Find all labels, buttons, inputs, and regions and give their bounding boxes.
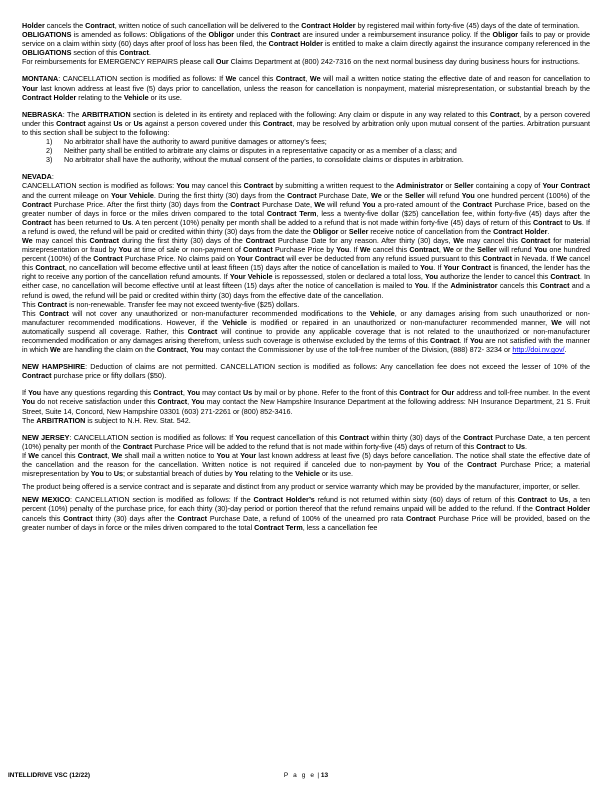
bold-term: Us: [133, 118, 143, 128]
bold-term: Contract: [339, 432, 369, 442]
list-item: [46, 155, 590, 164]
text-run: may contact the New Hampshire Insurance Department at the following address: NH Insurance Department, 21 S. Fruit Street, Suite 14, Concord, New Hampshire 03301 (603) 271-2261 or (800) 852-3416.: [22, 397, 590, 416]
bold-term: Contract: [550, 272, 580, 282]
state-heading: NEVADA: [22, 172, 52, 182]
bold-term: You: [176, 181, 190, 191]
text-run: This: [22, 308, 40, 318]
text-run: section is deleted in its entirety and replaced with the following: Any claim or dispute in any way related to this: [130, 109, 490, 119]
text-run: against a person covered under this: [142, 118, 263, 128]
bold-term: Contract: [539, 281, 570, 291]
document-code: INTELLIDRIVE VSC (12/22): [8, 772, 90, 779]
text-run: at time of sale or non-payment of: [131, 245, 244, 255]
text-run: cancel this: [236, 74, 276, 84]
bold-term: Contract: [119, 48, 149, 58]
bold-term: Contract Holder’s: [253, 495, 315, 505]
nevada-non-renewable-paragraph: [22, 300, 590, 309]
bold-term: Administrator: [396, 181, 444, 191]
text-run: is non-renewable. Transfer fee may not exceed twenty-five ($25) dollars.: [67, 299, 300, 309]
text-run: Purchase Price by: [272, 245, 337, 255]
section-montana: [22, 74, 590, 101]
text-run: The product being offered is a service contract and is separate and distinct from any product or service warranty which may be provided by the manufacturer, importer, or seller.: [22, 482, 580, 492]
text-run: refund is not returned within sixty (60) days of return of this: [314, 495, 518, 505]
bold-term: ARBITRATION: [36, 415, 86, 425]
bold-term: We: [309, 74, 321, 84]
nevada-heading: [22, 172, 590, 181]
bold-term: Contract: [476, 441, 506, 451]
bold-term: Your Vehicle: [110, 190, 154, 200]
nevada-our-cancellation-paragraph: [22, 236, 590, 300]
bold-term: You: [216, 450, 230, 460]
text-run: ,: [107, 450, 112, 460]
text-run: against: [85, 118, 114, 128]
bold-term: Contract: [532, 217, 563, 227]
bold-term: Contract: [230, 199, 260, 209]
bold-term: You: [234, 469, 248, 479]
text-run: do not receive satisfaction under this: [35, 397, 158, 407]
bold-term: Contract: [462, 199, 493, 209]
bold-term: Contract: [270, 30, 301, 40]
bold-term: You: [469, 336, 483, 345]
text-run: will not automatically suspend all coverage. Rather, this: [22, 317, 590, 336]
bold-term: We: [556, 254, 568, 264]
text-run: one hundred percent (100%) of the: [474, 190, 591, 200]
list-item: [46, 137, 590, 146]
bold-term: Seller: [477, 245, 497, 255]
text-run: ; or substantial breach of duties by: [122, 469, 235, 479]
bold-term: Your Contract: [236, 254, 285, 264]
bold-term: Contract: [157, 397, 188, 407]
bold-term: Contract: [93, 254, 123, 264]
text-run: : CANCELLATION section is modified as follows: If: [69, 432, 236, 442]
nevada-cancellation-paragraph: [22, 181, 590, 236]
bold-term: We: [22, 235, 33, 245]
bold-term: Us: [558, 495, 569, 505]
state-heading: NEW JERSEY: [22, 432, 70, 442]
text-run: to: [562, 217, 573, 227]
bold-term: Contract Holder: [301, 21, 356, 30]
bold-term: Us: [113, 469, 123, 479]
paragraph-emergency-repairs: [22, 57, 590, 66]
text-run: by registered mail within forty-five (45) days of the date of termination.: [355, 21, 580, 30]
bold-term: Contract: [482, 254, 513, 264]
text-run: will continue to provide any applicable coverage that is not related to the unauthorized or non-manufacturer recommended modification or any damages arising therefrom, unless such coverage is otherwise excluded by the terms of this: [22, 326, 591, 345]
text-run: : The: [62, 109, 82, 119]
bold-term: Contract: [177, 513, 208, 523]
text-run: .: [564, 345, 567, 355]
text-run: fails to pay or provide service on a claim within sixty (60) days after proof of loss has been filed, the: [22, 30, 590, 49]
bold-term: You: [420, 263, 434, 273]
page-separator: |: [317, 772, 320, 779]
text-run: : CANCELLATION section is modified as follows: If: [58, 74, 226, 84]
text-run: The: [22, 415, 37, 425]
bold-term: Contract: [430, 336, 460, 345]
text-run: , may be resolved by arbitration only upon mutual consent of the parties. Arbitration pursuant to this section shall be subject to the following:: [22, 118, 591, 137]
bold-term: Contract: [122, 441, 153, 451]
bold-term: You: [425, 272, 439, 282]
text-run: Claims Department at (800) 242-7316 on the next normal business day during business hours for instructions.: [228, 57, 580, 67]
text-run: : Deduction of claims are not permitted. CANCELLATION section is modified as follows: Any cancellation fee does not exceed the lesser of 10% of the: [85, 362, 590, 372]
text-run: cancels this: [497, 281, 540, 291]
bold-term: You: [414, 281, 428, 291]
bold-term: We: [314, 199, 325, 209]
text-run: , less a twenty-five dollar ($25) cancellation fee, within forty-five (45) days after the: [316, 208, 590, 218]
bold-term: Contract: [156, 345, 187, 355]
bold-term: Holder: [22, 21, 45, 30]
text-run: cancels the: [44, 21, 86, 30]
text-run: . During the first thirty (30) days from the: [153, 190, 288, 200]
text-run: is entitled to make a claim directly against the insurance company referenced in the: [322, 39, 591, 49]
text-run: is amended as follows: Obligations of the: [71, 30, 209, 40]
paragraph-obligations: [22, 30, 590, 57]
text-run: Purchase Date for any reason. After thirty (30) days,: [275, 235, 454, 245]
bold-term: You: [235, 432, 249, 442]
bold-term: ARBITRATION: [81, 109, 131, 119]
bold-term: Us: [515, 441, 526, 451]
bold-term: Contract: [399, 388, 429, 398]
bold-term: Seller: [404, 190, 425, 200]
bold-term: We: [371, 190, 382, 200]
bold-term: Contract: [22, 371, 52, 381]
state-heading: NEW MEXICO: [22, 495, 71, 505]
text-run: may cancel this: [32, 235, 90, 245]
text-run: Purchase Date, a ten percent (10%) penalty per month of the: [22, 432, 590, 451]
bold-term: You: [362, 199, 376, 209]
paragraph-cancellation-notice: [22, 21, 590, 30]
text-run: Purchase Price will be added to the refund that is not made within forty-five (45) days of return of this: [152, 441, 477, 451]
text-run: , no cancellation will become effective until at least fifteen (15) days after the notice of cancellation is mailed to: [64, 263, 421, 273]
bold-term: Contract: [520, 235, 551, 245]
bold-term: Contract: [489, 109, 520, 119]
bold-term: You: [22, 397, 36, 407]
text-run: are not satisfied with the manner in which: [22, 336, 590, 355]
bold-term: OBLIGATIONS: [22, 48, 72, 58]
text-run: .: [148, 48, 151, 58]
text-run: or: [122, 118, 134, 128]
bold-term: You: [461, 190, 475, 200]
bold-term: Contract: [22, 217, 52, 227]
text-run: authorize the lender to cancel this: [438, 272, 551, 282]
text-run: shall mail a written notice to: [122, 450, 217, 460]
text-run: or its use.: [319, 469, 353, 479]
bold-term: We: [453, 235, 464, 245]
text-run: .: [547, 226, 550, 236]
bold-term: Us: [572, 217, 582, 227]
list-number: 2): [46, 146, 53, 156]
text-run: will refund: [324, 199, 363, 209]
text-run: or its use.: [148, 92, 182, 102]
text-run: ,: [186, 345, 191, 355]
text-run: to: [103, 469, 114, 479]
text-run: section of this: [71, 48, 120, 58]
page-label: P a g e: [283, 772, 316, 779]
list-number: 1): [46, 137, 53, 147]
text-run: by mail or by phone. Refer to the front of this: [252, 388, 400, 398]
text-run: may cancel this: [463, 235, 521, 245]
bold-term: We: [551, 317, 562, 327]
bold-term: We: [443, 245, 454, 255]
bold-term: You: [190, 345, 204, 355]
bold-term: Contract: [406, 513, 436, 523]
bold-term: We: [359, 245, 371, 255]
page-number-block: [8, 772, 604, 779]
text-run: address and toll-free number. In the event: [454, 388, 591, 398]
text-run: Purchase Price, based on the greater number of days in force or the miles driven compared to the total: [22, 199, 590, 218]
bold-term: Your Vehicle: [229, 272, 273, 282]
state-heading: MONTANA: [22, 74, 59, 84]
list-item-text: No arbitrator shall have the authority to award punitive damages or attorney’s fees;: [64, 137, 327, 147]
bold-term: Contract: [517, 495, 548, 505]
text-run: CANCELLATION section is modified as follows:: [22, 181, 177, 191]
text-run: last known address at least five (5) days prior to cancellation, unless the reason for cancellation is nonpayment, material misrepresentation, or substantial breach by the: [37, 83, 590, 93]
text-run: request cancellation of this: [248, 432, 340, 442]
text-run: has been returned to: [51, 217, 123, 227]
text-run: will ever be deducted from any refund issued pursuant to this: [284, 254, 483, 264]
bold-term: Your Contract: [443, 263, 492, 273]
text-run: or the: [453, 245, 478, 255]
bold-term: Contract: [275, 74, 306, 84]
bold-term: Obligor: [312, 226, 339, 236]
bold-term: Obligor: [492, 30, 519, 40]
text-run: during the first thirty (30) days of the: [119, 235, 246, 245]
bold-term: Contract Term: [254, 522, 303, 532]
bold-term: You: [90, 469, 104, 479]
text-run: have any questions regarding this: [41, 388, 154, 398]
text-run: containing a copy of: [473, 181, 543, 191]
text-run: cancels this: [22, 513, 64, 523]
bold-term: Contract: [77, 450, 108, 460]
section-nebraska: [22, 110, 590, 137]
text-run: is financed, the lender has the right to receive any portion of the cancellation refund amounts. If: [22, 263, 590, 282]
text-run: ,: [187, 397, 192, 407]
text-run: of the: [439, 460, 468, 470]
bold-term: We: [225, 74, 237, 84]
nevada-modifications-paragraph: [22, 309, 590, 354]
bold-term: Your: [240, 450, 257, 460]
bold-term: Obligor: [208, 30, 235, 40]
text-run: ,: [305, 74, 310, 84]
text-run: to: [547, 495, 559, 505]
text-run: one hundred percent (100%) of the: [22, 245, 590, 264]
bold-term: Contract: [262, 118, 293, 128]
text-run: at: [229, 450, 241, 460]
page-number: 13: [320, 772, 329, 779]
text-run: is repossessed, stolen or declared a total loss,: [272, 272, 426, 282]
bold-term: Our: [215, 57, 229, 67]
bold-term: You: [191, 397, 205, 407]
bold-term: Contract Holder: [268, 39, 323, 49]
text-run: , written notice of such cancellation will be delivered to the: [114, 21, 302, 30]
bold-term: Contract: [467, 460, 497, 470]
text-run: is modified or repaired in an unauthorized or non-manufacturer recommended manner,: [247, 317, 552, 327]
text-run: Purchase Price. After the first thirty (30) days from the: [51, 199, 231, 209]
new-hampshire-contact-paragraph: [22, 388, 590, 415]
text-run: will not cover any unauthorized or non-manufacturer recommended modifications to the: [68, 308, 370, 318]
bold-term: You: [118, 245, 132, 255]
text-run: receive notice of cancellation from the: [368, 226, 494, 236]
bold-term: Vehicle: [295, 469, 320, 479]
bold-term: Vehicle: [222, 317, 248, 327]
text-run: . If the: [427, 281, 451, 291]
text-run: . If: [349, 245, 360, 255]
text-run: . If: [433, 263, 444, 273]
text-run: Purchase Date,: [259, 199, 315, 209]
text-run: . If: [459, 336, 470, 345]
text-run: for: [428, 388, 442, 398]
text-run: purchase price or fifty dollars ($50).: [51, 371, 167, 381]
text-run: under this: [234, 30, 271, 40]
text-run: and the current mileage on: [22, 190, 111, 200]
section-new-hampshire: [22, 362, 590, 380]
text-run: will refund: [424, 190, 462, 200]
text-run: , less a cancellation fee: [302, 522, 378, 532]
bold-term: We: [28, 450, 39, 460]
new-jersey-notice-paragraph: [22, 451, 590, 478]
text-run: ,: [438, 245, 444, 255]
bold-term: Contract: [63, 513, 93, 523]
text-run: to: [505, 441, 516, 451]
text-run: thirty (30) days after the: [92, 513, 178, 523]
bold-term: Contract Term: [266, 208, 317, 218]
text-run: are handling the claim on the: [60, 345, 157, 355]
text-run: Purchase Date, a refund of 100% of the unearned pro rata: [207, 513, 407, 523]
text-run: , a ten percent (10%) penalty of the purchase price, for each thirty (30)-day period or portion thereof that the refund remains unpaid will be added to the refund. If the: [22, 495, 590, 514]
state-heading: NEW HAMPSHIRE: [22, 362, 86, 372]
list-number: 3): [46, 155, 53, 165]
bold-term: Contract: [463, 432, 493, 442]
text-run: . If a refund is owed, the refund will be paid or credited within thirty (30) days from the date the: [22, 217, 591, 236]
text-run: . In either case, no cancellation will become effective until at least fifteen (15) days after the notice of cancellation is mailed to: [22, 272, 591, 291]
bold-term: Administrator: [450, 281, 498, 291]
text-run: and a refund is owed, the refund will be paid or credited within thirty (30) days from the effective date of the cancellation.: [22, 281, 591, 300]
document-page: [22, 21, 590, 532]
bold-term: Contract: [85, 21, 115, 30]
bold-term: Seller: [348, 226, 369, 236]
bold-term: Vehicle: [123, 92, 149, 102]
bold-term: Contract: [35, 263, 65, 273]
text-run: or: [338, 226, 349, 236]
text-run: may contact: [199, 388, 244, 398]
text-run: or: [443, 181, 454, 191]
bold-term: Contract: [39, 308, 69, 318]
bold-term: Contract: [22, 199, 52, 209]
bold-term: You: [28, 388, 42, 398]
bold-term: Contract Holder: [535, 504, 590, 514]
text-run: relating to the: [76, 92, 124, 102]
text-run: by submitting a written request to the: [273, 181, 397, 191]
bold-term: We: [111, 450, 123, 460]
text-run: Purchase Price. No claims paid on: [122, 254, 237, 264]
arbitration-conditions-list: [22, 137, 590, 164]
bold-term: Contract Holder: [493, 226, 548, 236]
text-run: may contact the Commissioner by use of the toll-free number of the Division, (888) 872- 3234 or: [203, 345, 513, 355]
bold-term: Contract Holder: [22, 92, 77, 102]
bold-term: You: [533, 245, 548, 255]
bold-term: Your: [22, 83, 38, 93]
text-run: in Nevada. If: [512, 254, 557, 264]
new-jersey-product-paragraph: [22, 482, 590, 491]
text-run: will refund: [496, 245, 534, 255]
bold-term: You: [336, 245, 350, 255]
text-run: , or any damages arising from such unauthorized or non-manufacturer recommended modifications. However, if the: [22, 308, 590, 327]
text-run: may cancel this: [189, 181, 244, 191]
text-run: :: [51, 172, 54, 182]
section-new-jersey: [22, 433, 590, 451]
new-hampshire-arbitration-paragraph: [22, 416, 590, 425]
bold-term: You: [186, 388, 200, 398]
bold-term: Our: [441, 388, 455, 398]
bold-term: Vehicle: [369, 308, 395, 318]
text-run: .: [525, 441, 528, 451]
bold-term: Contract: [243, 245, 273, 255]
text-run: cancel this: [22, 254, 590, 273]
bold-term: Contract: [37, 299, 68, 309]
text-run: for material misrepresentation or fraud by: [22, 235, 590, 255]
text-run: If: [22, 388, 29, 398]
bold-term: Contract: [243, 181, 274, 191]
text-run: Purchase Price will be provided, based on the greater number of days in force or the miles driven compared to the total: [22, 513, 590, 532]
text-run: For reimbursements for EMERGENCY REPAIRS please call: [22, 57, 216, 67]
text-run: last known address at least five (5) days before cancellation. The notice shall state the effective date of the cancellation and the reason for the cancellation. Written notice is not required if canceled due to non-payment by: [22, 450, 590, 470]
bold-term: Contract: [56, 118, 86, 128]
bold-term: Contract: [409, 245, 439, 255]
list-item-text: No arbitrator shall have the authority, without the mutual consent of the parties, to consolidate claims or disputes in arbitration.: [64, 155, 464, 165]
text-run: relating to the: [247, 469, 296, 479]
list-item: [46, 146, 590, 155]
list-item-text: Neither party shall be entitled to arbitrate any claims or disputes in a representative capacity or as a member of a class; and: [64, 146, 457, 156]
text-run: a pro-rated amount of the: [375, 199, 463, 209]
text-run: . A ten percent (10%) penalty per month shall be added to a refund that is not made within forty-five (45) days of return of this: [131, 217, 533, 227]
bold-term: Contract: [89, 235, 120, 245]
bold-term: Us: [122, 217, 132, 227]
text-run: within thirty (30) days of the: [368, 432, 464, 442]
bold-term: Contract: [153, 388, 183, 398]
bold-term: OBLIGATIONS: [22, 30, 72, 40]
text-run: , by a person covered under this: [22, 109, 590, 128]
text-run: : CANCELLATION section is modified as follows: If the: [70, 495, 254, 505]
bold-term: We: [49, 345, 61, 355]
text-run: or the: [381, 190, 405, 200]
bold-term: You: [426, 460, 440, 470]
bold-term: Your Contract: [542, 181, 591, 191]
text-run: are insured under a reimbursement insurance policy. If the: [300, 30, 493, 40]
bold-term: Contract: [187, 326, 218, 336]
bold-term: Contract: [287, 190, 317, 200]
bold-term: Seller: [454, 181, 474, 191]
text-run: will mail a written notice stating the effective date of and reason for cancellation to: [320, 74, 591, 84]
bold-term: Us: [113, 118, 123, 128]
text-run: Purchase Price; a material misrepresentation by: [22, 460, 590, 479]
text-run: cancel this: [370, 245, 410, 255]
text-run: is subject to N.H. Rev. Stat. 542.: [85, 415, 191, 425]
state-heading: NEBRASKA: [22, 109, 63, 119]
bold-term: Us: [243, 388, 253, 398]
text-run: ,: [182, 388, 187, 398]
section-new-mexico: [22, 495, 590, 531]
text-run: If: [22, 450, 29, 460]
text-run: This: [22, 299, 38, 309]
text-run: cancel this: [38, 450, 78, 460]
text-run: Purchase Date,: [316, 190, 372, 200]
bold-term: Contract: [245, 235, 276, 245]
nevada-division-link[interactable]: http://doi.nv.gov/: [512, 345, 565, 355]
